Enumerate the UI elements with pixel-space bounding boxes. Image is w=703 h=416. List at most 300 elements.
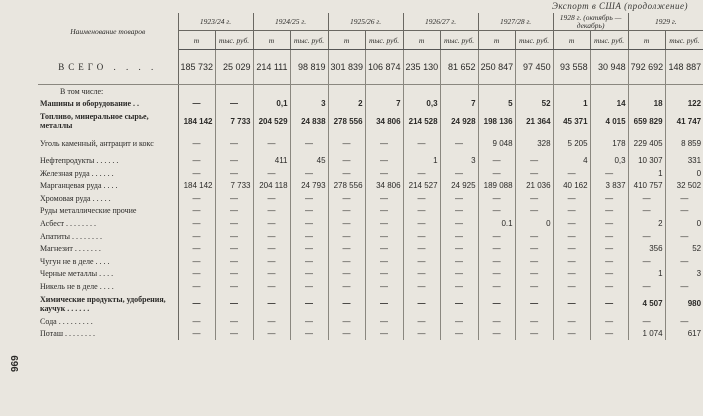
table-cell: — — [290, 205, 328, 218]
table-cell: 0,3 — [403, 98, 440, 111]
table-cell: — — [553, 315, 590, 328]
table-cell: 301 839 — [328, 50, 365, 85]
table-cell — [590, 85, 628, 98]
table-cell: 52 — [515, 98, 553, 111]
table-cell: — — [290, 230, 328, 243]
table-cell: — — [478, 327, 515, 340]
table-cell: 5 — [478, 98, 515, 111]
table-cell: — — [515, 293, 553, 315]
table-cell: — — [440, 192, 478, 205]
unit-header: т — [553, 31, 590, 50]
table-row — [38, 154, 703, 167]
table-cell: — — [328, 242, 365, 255]
table-cell: 4 — [553, 154, 590, 167]
table-row — [38, 293, 703, 315]
year-header: 1924/25 г. — [253, 13, 328, 31]
table-cell: — — [478, 230, 515, 243]
export-table — [38, 13, 703, 340]
table-cell: — — [178, 217, 215, 230]
table-cell: 2 — [328, 98, 365, 111]
unit-header: тыс. руб. — [515, 31, 553, 50]
table-cell: — — [553, 167, 590, 180]
row-label: Топливо, минеральное сырье, металлы — [38, 110, 178, 132]
table-cell: — — [403, 315, 440, 328]
table-cell: — — [365, 293, 403, 315]
unit-header: т — [628, 31, 665, 50]
name-column-header: Наименование товаров — [38, 13, 178, 50]
table-cell: — — [215, 167, 253, 180]
table-cell: — — [253, 242, 290, 255]
table-cell: 5 205 — [553, 132, 590, 154]
table-cell: 3 837 — [590, 179, 628, 192]
year-header: 1926/27 г. — [403, 13, 478, 31]
table-cell: — — [590, 217, 628, 230]
table-cell: — — [478, 242, 515, 255]
row-label: Хромовая руда . . . . . — [38, 192, 178, 205]
year-header: 1925/26 г. — [328, 13, 403, 31]
table-cell: — — [253, 205, 290, 218]
table-row — [38, 315, 703, 328]
unit-header: тыс. руб. — [290, 31, 328, 50]
table-cell: — — [178, 192, 215, 205]
table-cell: — — [403, 242, 440, 255]
table-cell — [628, 85, 665, 98]
table-cell: 185 732 — [178, 50, 215, 85]
table-row — [38, 327, 703, 340]
table-cell: 34 806 — [365, 110, 403, 132]
table-cell: 278 556 — [328, 110, 365, 132]
table-cell: — — [365, 242, 403, 255]
table-row — [38, 132, 703, 154]
table-cell: — — [403, 268, 440, 281]
table-cell: — — [178, 242, 215, 255]
table-cell: — — [253, 293, 290, 315]
table-cell: — — [253, 268, 290, 281]
table-cell: 7 — [440, 98, 478, 111]
table-cell: 3 — [440, 154, 478, 167]
table-cell: — — [215, 98, 253, 111]
table-cell: — — [178, 132, 215, 154]
table-cell: 97 450 — [515, 50, 553, 85]
table-cell: — — [515, 280, 553, 293]
table-cell: 18 — [628, 98, 665, 111]
table-row — [38, 192, 703, 205]
table-cell: 1 — [628, 268, 665, 281]
table-cell: 214 527 — [403, 179, 440, 192]
year-header: 1923/24 г. — [178, 13, 253, 31]
table-cell: — — [403, 192, 440, 205]
table-cell — [365, 85, 403, 98]
table-cell: — — [215, 242, 253, 255]
table-cell: — — [665, 205, 703, 218]
table-cell: 184 142 — [178, 110, 215, 132]
table-cell: 1 — [553, 98, 590, 111]
table-cell: — — [215, 192, 253, 205]
table-cell: — — [590, 230, 628, 243]
row-label: Уголь каменный, антрацит и кокс — [38, 132, 178, 154]
table-cell: — — [365, 154, 403, 167]
table-cell: — — [290, 192, 328, 205]
table-cell — [215, 85, 253, 98]
table-cell: — — [178, 280, 215, 293]
table-cell: — — [403, 280, 440, 293]
table-cell: — — [328, 268, 365, 281]
table-cell: — — [290, 268, 328, 281]
table-cell: — — [365, 255, 403, 268]
unit-header: тыс. руб. — [365, 31, 403, 50]
table-cell: — — [178, 154, 215, 167]
table-cell — [665, 85, 703, 98]
table-cell: — — [440, 242, 478, 255]
table-cell: — — [365, 192, 403, 205]
unit-header: т — [178, 31, 215, 50]
table-cell: — — [365, 167, 403, 180]
table-cell: — — [440, 132, 478, 154]
table-cell: — — [253, 132, 290, 154]
table-cell: — — [628, 192, 665, 205]
table-cell: — — [478, 167, 515, 180]
table-cell: — — [253, 255, 290, 268]
running-header — [552, 1, 688, 11]
table-cell: — — [515, 268, 553, 281]
table-cell: — — [590, 280, 628, 293]
year-header: 1929 г. — [628, 13, 703, 31]
table-cell: — — [553, 230, 590, 243]
table-cell: 25 029 — [215, 50, 253, 85]
table-cell: — — [365, 268, 403, 281]
table-cell: 106 874 — [365, 50, 403, 85]
table-cell: — — [178, 230, 215, 243]
table-cell: — — [440, 293, 478, 315]
table-cell: — — [590, 293, 628, 315]
table-cell: — — [290, 327, 328, 340]
table-cell: 189 088 — [478, 179, 515, 192]
table-cell: — — [290, 280, 328, 293]
table-cell: 9 048 — [478, 132, 515, 154]
table-cell: — — [253, 192, 290, 205]
table-cell: — — [440, 255, 478, 268]
table-cell: — — [215, 327, 253, 340]
table-cell: 0,3 — [590, 154, 628, 167]
row-label: Сода . . . . . . . . . — [38, 315, 178, 328]
table-cell: — — [290, 217, 328, 230]
table-cell: — — [253, 327, 290, 340]
table-cell: — — [215, 132, 253, 154]
row-label: Никель не в деле . . . . — [38, 280, 178, 293]
table-cell: — — [365, 315, 403, 328]
unit-header: т — [328, 31, 365, 50]
table-cell: 792 692 — [628, 50, 665, 85]
table-cell: — — [590, 268, 628, 281]
table-cell: 4 015 — [590, 110, 628, 132]
unit-header: тыс. руб. — [440, 31, 478, 50]
table-cell: — — [590, 242, 628, 255]
table-cell: — — [365, 230, 403, 243]
table-cell: — — [478, 280, 515, 293]
unit-header: тыс. руб. — [590, 31, 628, 50]
table-cell: 184 142 — [178, 179, 215, 192]
table-cell: 0 — [665, 167, 703, 180]
table-cell: 328 — [515, 132, 553, 154]
table-cell: — — [515, 205, 553, 218]
table-cell: — — [665, 192, 703, 205]
table-cell: — — [478, 192, 515, 205]
table-cell: 198 136 — [478, 110, 515, 132]
table-cell: — — [215, 293, 253, 315]
table-cell: — — [440, 315, 478, 328]
table-row — [38, 230, 703, 243]
table-cell: — — [290, 293, 328, 315]
table-cell: — — [328, 315, 365, 328]
table-cell: — — [365, 327, 403, 340]
table-cell: 45 371 — [553, 110, 590, 132]
row-label: Чугун не в деле . . . . — [38, 255, 178, 268]
table-cell: — — [628, 255, 665, 268]
table-cell: 93 558 — [553, 50, 590, 85]
table-cell: 24 925 — [440, 179, 478, 192]
table-cell: 204 118 — [253, 179, 290, 192]
table-row — [38, 167, 703, 180]
table-cell: 2 — [628, 217, 665, 230]
table-cell: 24 793 — [290, 179, 328, 192]
unit-header: т — [478, 31, 515, 50]
table-cell: — — [178, 327, 215, 340]
row-label: Апатиты . . . . . . . . — [38, 230, 178, 243]
table-cell: — — [215, 255, 253, 268]
table-cell — [290, 85, 328, 98]
year-header: 1927/28 г. — [478, 13, 553, 31]
page-number: 969 — [10, 355, 21, 372]
row-label: Поташ . . . . . . . . — [38, 327, 178, 340]
table-cell — [478, 85, 515, 98]
table-cell: — — [478, 205, 515, 218]
table-cell: — — [553, 255, 590, 268]
table-cell: 356 — [628, 242, 665, 255]
table-cell: — — [665, 230, 703, 243]
table-cell: — — [553, 280, 590, 293]
table-cell: — — [253, 315, 290, 328]
table-cell: 98 819 — [290, 50, 328, 85]
table-row — [38, 255, 703, 268]
table-cell: 52 — [665, 242, 703, 255]
table-cell: 32 502 — [665, 179, 703, 192]
table-cell: — — [590, 315, 628, 328]
table-cell — [515, 85, 553, 98]
table-cell: — — [515, 327, 553, 340]
table-cell: — — [365, 205, 403, 218]
table-cell: — — [178, 98, 215, 111]
table-cell: — — [215, 230, 253, 243]
table-row — [38, 217, 703, 230]
row-label: Химические продукты, удобрения, каучук . . . . . . — [38, 293, 178, 315]
running-header-continued: (продолжение) — [624, 1, 688, 11]
table-row — [38, 85, 703, 98]
table-row — [38, 268, 703, 281]
table-cell: — — [590, 255, 628, 268]
table-cell: — — [590, 327, 628, 340]
table-cell: — — [628, 280, 665, 293]
table-row — [38, 280, 703, 293]
table-cell: 659 829 — [628, 110, 665, 132]
table-cell: — — [215, 315, 253, 328]
table-cell: — — [290, 167, 328, 180]
table-cell: — — [365, 217, 403, 230]
table-cell: — — [215, 154, 253, 167]
table-cell: — — [365, 132, 403, 154]
row-label: Магнезит . . . . . . . — [38, 242, 178, 255]
unit-header: тыс. руб. — [215, 31, 253, 50]
table-cell — [328, 85, 365, 98]
table-row — [38, 179, 703, 192]
table-cell — [178, 85, 215, 98]
table-cell: — — [515, 230, 553, 243]
table-cell: — — [478, 154, 515, 167]
table-cell: — — [253, 230, 290, 243]
table-cell: 21 036 — [515, 179, 553, 192]
table-cell: — — [178, 205, 215, 218]
row-label: Руды металлические прочие — [38, 205, 178, 218]
table-cell: — — [665, 280, 703, 293]
table-cell: — — [440, 327, 478, 340]
table-cell: — — [515, 255, 553, 268]
table-cell: — — [178, 293, 215, 315]
total-row — [38, 50, 703, 85]
table-cell: 204 529 — [253, 110, 290, 132]
table-cell: — — [178, 268, 215, 281]
table-cell: — — [665, 255, 703, 268]
row-label: Нефтепродукты . . . . . . — [38, 154, 178, 167]
table-cell: 1 — [628, 167, 665, 180]
table-cell: 14 — [590, 98, 628, 111]
table-cell: — — [440, 230, 478, 243]
table-cell: — — [665, 315, 703, 328]
table-cell: — — [553, 192, 590, 205]
table-cell: 7 733 — [215, 179, 253, 192]
table-cell: — — [628, 205, 665, 218]
table-row — [38, 98, 703, 111]
row-label: В том числе: — [38, 85, 178, 98]
table-cell: — — [215, 217, 253, 230]
table-cell: — — [403, 132, 440, 154]
table-cell: — — [403, 230, 440, 243]
table-cell: — — [328, 327, 365, 340]
table-cell: — — [328, 293, 365, 315]
table-cell: 3 — [290, 98, 328, 111]
row-label: Черные металлы . . . . — [38, 268, 178, 281]
row-label: Асбест . . . . . . . . — [38, 217, 178, 230]
table-cell: 4 507 — [628, 293, 665, 315]
table-cell: 0 — [665, 217, 703, 230]
table-cell: — — [403, 167, 440, 180]
table-cell: — — [215, 205, 253, 218]
table-cell: 980 — [665, 293, 703, 315]
table-cell: 410 757 — [628, 179, 665, 192]
table-cell: — — [290, 242, 328, 255]
table-cell: 331 — [665, 154, 703, 167]
table-cell: — — [328, 255, 365, 268]
table-cell: — — [403, 217, 440, 230]
table-cell: — — [290, 315, 328, 328]
row-label: Марганцевая руда . . . . — [38, 179, 178, 192]
table-cell: 0,1 — [253, 98, 290, 111]
table-cell: — — [328, 280, 365, 293]
table-cell: 24 928 — [440, 110, 478, 132]
year-header-row — [38, 13, 703, 31]
table-cell: — — [253, 280, 290, 293]
table-cell: 411 — [253, 154, 290, 167]
table-cell: — — [253, 167, 290, 180]
table-cell: 3 — [665, 268, 703, 281]
table-cell: 1 074 — [628, 327, 665, 340]
table-cell: — — [290, 255, 328, 268]
table-cell: — — [515, 154, 553, 167]
table-cell: — — [328, 217, 365, 230]
table-cell: 617 — [665, 327, 703, 340]
row-label: Железная руда . . . . . . — [38, 167, 178, 180]
table-cell: — — [328, 192, 365, 205]
table-cell: — — [478, 255, 515, 268]
table-cell: — — [403, 327, 440, 340]
table-body — [38, 50, 703, 340]
table-cell: 229 405 — [628, 132, 665, 154]
row-label: Машины и оборудование . . — [38, 98, 178, 111]
table-cell: 1 — [403, 154, 440, 167]
table-cell: — — [328, 230, 365, 243]
table-cell — [440, 85, 478, 98]
table-cell: — — [328, 205, 365, 218]
running-header-title: Экспорт в США — [551, 1, 622, 11]
table-cell: 30 948 — [590, 50, 628, 85]
table-cell: — — [478, 315, 515, 328]
table-cell: — — [178, 167, 215, 180]
table-cell: 24 838 — [290, 110, 328, 132]
table-cell: 0.1 — [478, 217, 515, 230]
table-cell: 122 — [665, 98, 703, 111]
table-cell: 178 — [590, 132, 628, 154]
table-cell: — — [253, 217, 290, 230]
table-cell: 278 556 — [328, 179, 365, 192]
table-row — [38, 205, 703, 218]
table-cell: — — [515, 167, 553, 180]
table-cell: — — [178, 315, 215, 328]
table-cell: — — [178, 255, 215, 268]
table-cell: — — [328, 132, 365, 154]
table-cell: — — [215, 280, 253, 293]
unit-header: т — [403, 31, 440, 50]
table-cell: 34 806 — [365, 179, 403, 192]
table-cell: 235 130 — [403, 50, 440, 85]
table-cell: — — [478, 268, 515, 281]
table-cell: — — [553, 217, 590, 230]
table-cell: — — [403, 205, 440, 218]
table-cell: — — [440, 280, 478, 293]
table-cell: — — [440, 205, 478, 218]
table-cell: 40 162 — [553, 179, 590, 192]
table-cell: — — [553, 268, 590, 281]
table-cell — [253, 85, 290, 98]
table-row — [38, 242, 703, 255]
table-cell: — — [515, 192, 553, 205]
table-cell: 21 364 — [515, 110, 553, 132]
table-cell: — — [553, 327, 590, 340]
table-cell: — — [515, 242, 553, 255]
table-cell: — — [328, 154, 365, 167]
table-cell: — — [215, 268, 253, 281]
table-cell: — — [590, 167, 628, 180]
table-cell: 41 747 — [665, 110, 703, 132]
year-header: 1928 г. (октябрь — декабрь) — [553, 13, 628, 31]
table-cell: — — [328, 167, 365, 180]
